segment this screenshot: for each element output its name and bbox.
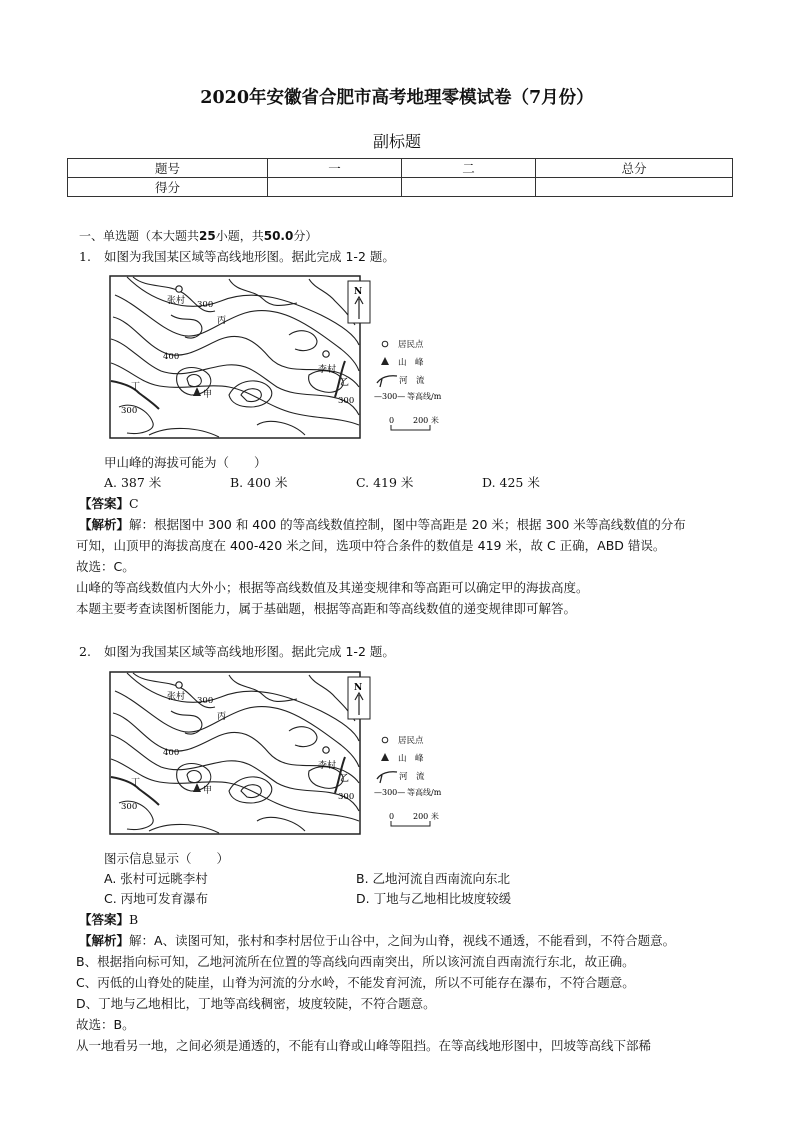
q2-analysis-line-5: 故选：B。 xyxy=(76,1017,135,1032)
contour-label: 300 xyxy=(121,406,138,416)
scale-zero: 0 xyxy=(389,812,395,821)
q1-analysis-line-4: 山峰的等高线数值内大外小；根据等高线数值及其递变规律和等高距可以确定甲的海拔高度。 xyxy=(76,580,589,595)
settlement-icon xyxy=(176,286,182,292)
q1-option-b[interactable]: B. 400 米 xyxy=(230,475,288,490)
section-count: 25 xyxy=(199,229,216,243)
contour-label: 300 xyxy=(121,802,138,812)
q2-analysis-line-6: 从一地看另一地，之间必须是通透的，不能有山脊或山峰等阻挡。在等高线地形图中，凹坡等高线下部稀 xyxy=(76,1038,652,1053)
contour-label: 300 xyxy=(197,696,214,706)
q1-question: 甲山峰的海拔可能为（ ） xyxy=(104,455,267,470)
contour-label: 300 xyxy=(197,300,214,310)
page-subtitle: 副标题 xyxy=(372,132,421,151)
q2-answer: 【答案】B xyxy=(79,912,139,927)
score-table-score-row xyxy=(68,178,733,197)
legend-peak-icon xyxy=(381,357,389,365)
legend-peak-icon xyxy=(381,753,389,761)
north-label: N xyxy=(354,287,363,297)
label-ding: 丁 xyxy=(131,778,141,788)
north-label: N xyxy=(354,683,363,693)
contour-map-svg-1 xyxy=(109,275,454,440)
contour-label: 300 xyxy=(338,396,355,406)
q1-number: 1. xyxy=(79,249,91,264)
label-licun: 李村 xyxy=(318,365,337,375)
settlement-icon xyxy=(323,351,329,357)
legend-peak: 山 峰 xyxy=(398,754,424,764)
scale-zero: 0 xyxy=(389,416,395,425)
legend-contour: 等高线/m xyxy=(407,392,442,401)
legend-river-icon xyxy=(377,376,397,387)
contour-label: 400 xyxy=(163,352,180,362)
q2-analysis-line-1: 【解析】解：A、读图可知，张村和李村居位于山谷中，之间为山脊，视线不通透，不能看到，不符合题意。 xyxy=(79,933,676,948)
legend-river: 河 流 xyxy=(399,772,425,782)
label-zhangcun: 张村 xyxy=(167,296,186,306)
label-jia: 甲 xyxy=(203,390,213,400)
q1-analysis-line-1: 【解析】解：根据图中 300 和 400 的等高线数值控制，图中等高距是 20 米；根据 300 米等高线数值的分布 xyxy=(79,517,686,532)
label-bing: 丙 xyxy=(217,712,227,722)
q1-stem: 如图为我国某区域等高线地形图。据此完成 1-2 题。 xyxy=(104,249,395,264)
scale-bar xyxy=(391,821,430,826)
legend-settlement: 居民点 xyxy=(398,736,424,746)
q2-analysis-line-3: C、丙低的山脊处的陡崖，山脊为河流的分水岭，不能发育河流，所以不可能存在瀑布，不符合题意。 xyxy=(76,975,635,990)
contour-map-2 xyxy=(109,671,454,836)
scale-bar xyxy=(391,425,430,430)
q1-option-c[interactable]: C. 419 米 xyxy=(356,475,414,490)
q1-answer: 【答案】C xyxy=(79,496,139,511)
row-label-score: 得分 xyxy=(68,178,268,197)
settlement-icon xyxy=(323,747,329,753)
q1-analysis-line-2: 可知，山顶甲的海拔高度在 400-420 米之间，选项中符合条件的数值是 419 米，故 C 正确，ABD 错误。 xyxy=(76,538,666,553)
q2-option-a[interactable]: A. 张村可远眺李村 xyxy=(104,871,208,886)
score-cell xyxy=(268,178,402,197)
legend-contour-symbol: —300— xyxy=(374,788,406,797)
q2-analysis-line-4: D、丁地与乙地相比，丁地等高线稠密，坡度较陡，不符合题意。 xyxy=(76,996,436,1011)
label-licun: 李村 xyxy=(318,761,337,771)
header-total: 总分 xyxy=(536,159,733,178)
header-question-no: 题号 xyxy=(68,159,268,178)
legend-contour-symbol: —300— xyxy=(374,392,406,401)
section-points: 50.0 xyxy=(263,229,294,243)
score-table-header-row xyxy=(68,159,733,178)
label-bing: 丙 xyxy=(217,316,227,326)
q2-option-c[interactable]: C. 丙地可发育瀑布 xyxy=(104,891,209,906)
legend-settlement: 居民点 xyxy=(398,340,424,350)
legend-settlement-icon xyxy=(382,737,388,743)
q2-number: 2. xyxy=(79,644,91,659)
settlement-icon xyxy=(176,682,182,688)
legend-peak: 山 峰 xyxy=(398,358,424,368)
scale-distance: 200 米 xyxy=(413,812,439,821)
q1-option-d[interactable]: D. 425 米 xyxy=(482,475,540,490)
header-part-2: 二 xyxy=(402,159,536,178)
label-ding: 丁 xyxy=(131,382,141,392)
label-yi: 乙 xyxy=(340,774,350,784)
label-zhangcun: 张村 xyxy=(167,692,186,702)
contour-map-1 xyxy=(109,275,454,440)
q2-analysis-line-2: B、根据指向标可知，乙地河流所在位置的等高线向西南突出，所以该河流自西南流行东北，故正确。 xyxy=(76,954,635,969)
q2-option-d[interactable]: D. 丁地与乙地相比坡度较缓 xyxy=(356,891,512,906)
contour-label: 400 xyxy=(163,748,180,758)
page-title: 2020年安徽省合肥市高考地理零模试卷（7月份） xyxy=(200,88,594,108)
q1-analysis-line-5: 本题主要考查读图析图能力，属于基础题，根据等高距和等高线数值的递变规律即可解答。 xyxy=(76,601,577,616)
score-cell xyxy=(536,178,733,197)
section-heading: 一、单选题（本大题共25小题，共50.0分） xyxy=(79,229,318,243)
q1-analysis-line-3: 故选：C。 xyxy=(76,559,135,574)
q2-option-b[interactable]: B. 乙地河流自西南流向东北 xyxy=(356,871,511,886)
scale-distance: 200 米 xyxy=(413,416,439,425)
q1-option-a[interactable]: A. 387 米 xyxy=(104,475,162,490)
label-yi: 乙 xyxy=(340,378,350,388)
q2-stem: 如图为我国某区域等高线地形图。据此完成 1-2 题。 xyxy=(104,644,395,659)
q2-question: 图示信息显示（ ） xyxy=(104,851,230,866)
legend-contour: 等高线/m xyxy=(407,788,442,797)
header-part-1: 一 xyxy=(268,159,402,178)
legend-settlement-icon xyxy=(382,341,388,347)
contour-label: 300 xyxy=(338,792,355,802)
legend-river-icon xyxy=(377,772,397,783)
contour-map-svg-2 xyxy=(109,671,454,836)
legend-river: 河 流 xyxy=(399,376,425,386)
score-cell xyxy=(402,178,536,197)
score-table xyxy=(67,158,733,197)
label-jia: 甲 xyxy=(203,786,213,796)
